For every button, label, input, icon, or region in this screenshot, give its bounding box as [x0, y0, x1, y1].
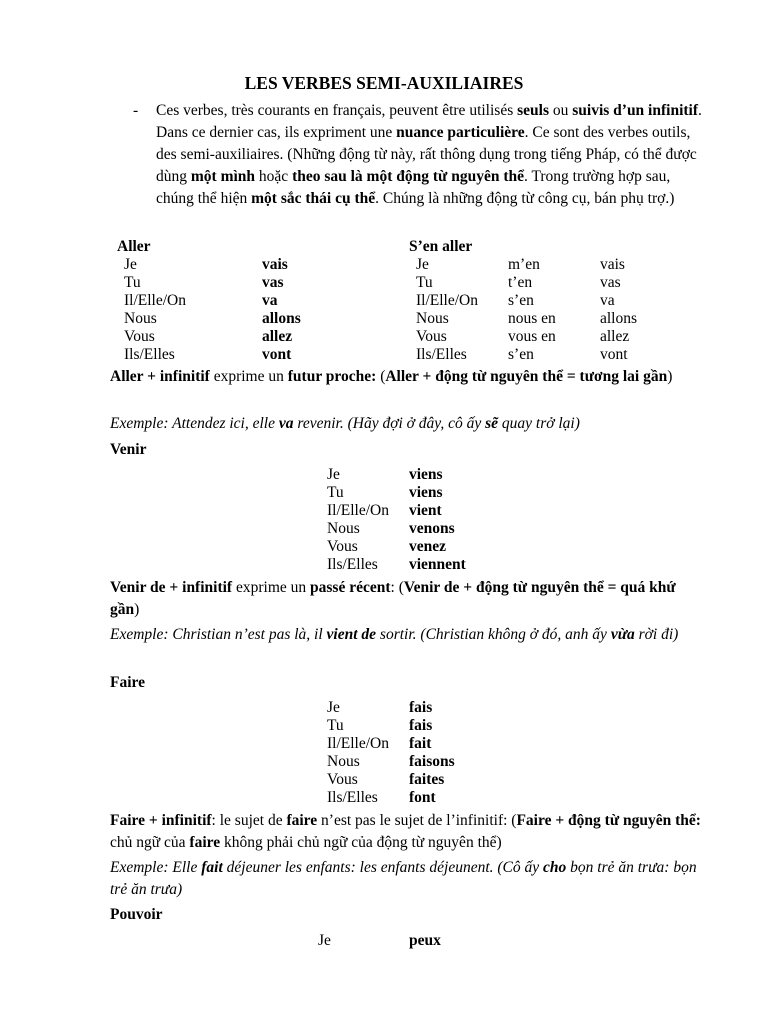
venir-example	[110, 624, 702, 646]
pronoun-cell: Je	[124, 256, 137, 273]
text-run: . Trong trường hợp sau, chúng thể hiện	[156, 168, 671, 207]
bold-text-run: nuance particulière	[396, 124, 525, 141]
text-run: Exemple: Elle	[110, 859, 202, 876]
verb-form-cell: faites	[409, 771, 445, 788]
verb-form-cell: vais	[262, 256, 288, 273]
bold-text-run: futur proche:	[287, 368, 377, 385]
aller-example	[110, 413, 702, 435]
venir-rule	[110, 577, 702, 621]
text-run: . Chúng là những động từ công cụ, bán phụ trợ.)	[375, 190, 675, 207]
sen-aller-heading: S’en aller	[409, 238, 473, 255]
reflexive-cell: vous en	[508, 328, 556, 345]
verb-form-cell: vont	[600, 346, 628, 363]
bold-text-run: suivis d’un infinitif	[572, 102, 699, 119]
pronoun-cell: Il/Elle/On	[416, 292, 478, 309]
bold-text-run: Faire + infinitif	[110, 812, 212, 829]
bold-text-run: faire	[286, 812, 318, 829]
reflexive-cell: s’en	[508, 346, 534, 363]
pronoun-cell: Vous	[416, 328, 447, 345]
verb-form-cell: vont	[262, 346, 292, 363]
bold-text-run: một sắc thái cụ thể	[251, 190, 376, 207]
verb-form-cell: venons	[409, 520, 455, 537]
bold-text-run: vient de	[326, 626, 377, 643]
pronoun-cell: Ils/Elles	[124, 346, 175, 363]
text-run: (	[376, 368, 386, 385]
bold-text-run: Venir de + infinitif	[110, 579, 233, 596]
bold-text-run: faire	[189, 834, 221, 851]
bold-text-run: Aller + động từ nguyên thể = tương lai gần	[385, 368, 668, 385]
text-run: bọn trẻ ăn trưa: bọn trẻ ăn trưa)	[110, 859, 697, 898]
text-run: chủ ngữ của	[110, 834, 190, 851]
faire-example	[110, 857, 702, 901]
intro-paragraph	[156, 100, 708, 210]
bold-text-run: cho	[543, 859, 567, 876]
pronoun-cell: Nous	[416, 310, 449, 327]
verb-form-cell: allons	[600, 310, 638, 327]
pronoun-cell: Ils/Elles	[327, 556, 378, 573]
reflexive-cell: t’en	[508, 274, 533, 291]
verb-form-cell: venez	[409, 538, 447, 555]
verb-form-cell: viens	[409, 484, 443, 501]
verb-form-cell: fais	[409, 717, 433, 734]
text-run: . Ce sont des verbes outils, des semi-auxiliaires. (Những động từ này, rất thông dụng trong tiếng Pháp, có thể được dùng	[156, 124, 697, 185]
pronoun-cell: Ils/Elles	[327, 789, 378, 806]
reflexive-cell: nous en	[508, 310, 556, 327]
text-run: . Dans ce dernier cas, ils expriment une	[156, 102, 702, 141]
verb-form-cell: allez	[262, 328, 293, 345]
verb-form-cell: vais	[600, 256, 625, 273]
reflexive-cell: m’en	[508, 256, 540, 273]
pronoun-cell: Tu	[327, 717, 344, 734]
text-run: )	[134, 601, 140, 618]
verb-form-cell: faisons	[409, 753, 455, 770]
pronoun-cell: Je	[327, 699, 340, 716]
text-run: exprime un	[232, 579, 311, 596]
verb-form-cell: vas	[262, 274, 284, 291]
text-run: : le sujet de	[211, 812, 287, 829]
pronoun-cell: Tu	[416, 274, 433, 291]
pronoun-cell: Vous	[124, 328, 155, 345]
bold-text-run: Venir de + động từ nguyên thể = quá khứ gần	[110, 579, 676, 618]
bold-text-run: vừa	[610, 626, 635, 643]
pronoun-cell: Vous	[327, 771, 358, 788]
aller-heading: Aller	[117, 238, 151, 255]
pronoun-cell: Tu	[124, 274, 141, 291]
verb-form-cell: allons	[262, 310, 301, 327]
bold-text-run: sẽ	[485, 415, 499, 432]
pronoun-cell: Il/Elle/On	[124, 292, 186, 309]
verb-form-cell: va	[600, 292, 615, 309]
text-run: quay trở lại)	[498, 415, 580, 432]
text-run: ou	[548, 102, 573, 119]
verb-form-cell: font	[409, 789, 436, 806]
bullet-dash: -	[133, 102, 139, 119]
bold-text-run: Aller + infinitif	[110, 368, 210, 385]
pronoun-cell: Nous	[327, 520, 360, 537]
bold-text-run: passé récent	[310, 579, 391, 596]
text-run: Exemple: Christian n’est pas là, il	[110, 626, 327, 643]
pronoun-cell: Je	[318, 932, 331, 949]
verb-form-cell: va	[262, 292, 278, 309]
verb-form-cell: fait	[409, 735, 432, 752]
verb-form-cell: viens	[409, 466, 443, 483]
faire-rule	[110, 810, 702, 854]
text-run: n’est pas le sujet de l’infinitif: (	[317, 812, 517, 829]
bold-text-run: theo sau là một động từ nguyên thể	[292, 168, 524, 185]
text-run: déjeuner les enfants: les enfants déjeunent. (Cô ấy	[222, 859, 544, 876]
pronoun-cell: Nous	[327, 753, 360, 770]
text-run: revenir. (Hãy đợi ở đây, cô ấy	[293, 415, 486, 432]
pronoun-cell: Vous	[327, 538, 358, 555]
verb-form-cell: allez	[600, 328, 630, 345]
pronoun-cell: Il/Elle/On	[327, 502, 389, 519]
text-run: exprime un	[209, 368, 288, 385]
verb-form-cell: fais	[409, 699, 433, 716]
verb-form-cell: viennent	[409, 556, 466, 573]
bold-text-run: Faire + động từ nguyên thể:	[516, 812, 701, 829]
text-run: hoặc	[255, 168, 293, 185]
faire-heading: Faire	[110, 674, 146, 691]
pronoun-cell: Il/Elle/On	[327, 735, 389, 752]
page-title: LES VERBES SEMI-AUXILIAIRES	[244, 73, 524, 93]
text-run: rời đi)	[634, 626, 679, 643]
venir-heading: Venir	[110, 441, 147, 458]
bold-text-run: va	[278, 415, 294, 432]
bold-text-run: fait	[201, 859, 223, 876]
aller-rule	[110, 366, 702, 388]
pouvoir-heading: Pouvoir	[110, 906, 163, 923]
verb-form-cell: peux	[409, 932, 441, 949]
bold-text-run: seuls	[517, 102, 549, 119]
text-run: Exemple: Attendez ici, elle	[110, 415, 279, 432]
verb-form-cell: vas	[600, 274, 621, 291]
text-run: không phải chủ ngữ của động từ nguyên thể)	[220, 834, 502, 851]
text-run: : (	[390, 579, 404, 596]
pronoun-cell: Ils/Elles	[416, 346, 467, 363]
pronoun-cell: Nous	[124, 310, 157, 327]
text-run: )	[667, 368, 673, 385]
verb-form-cell: vient	[409, 502, 442, 519]
pronoun-cell: Je	[416, 256, 429, 273]
reflexive-cell: s’en	[508, 292, 534, 309]
bold-text-run: một mình	[190, 168, 256, 185]
pronoun-cell: Tu	[327, 484, 344, 501]
text-run: Ces verbes, très courants en français, peuvent être utilisés	[156, 102, 518, 119]
text-run: sortir. (Christian không ở đó, anh ấy	[376, 626, 611, 643]
pronoun-cell: Je	[327, 466, 340, 483]
